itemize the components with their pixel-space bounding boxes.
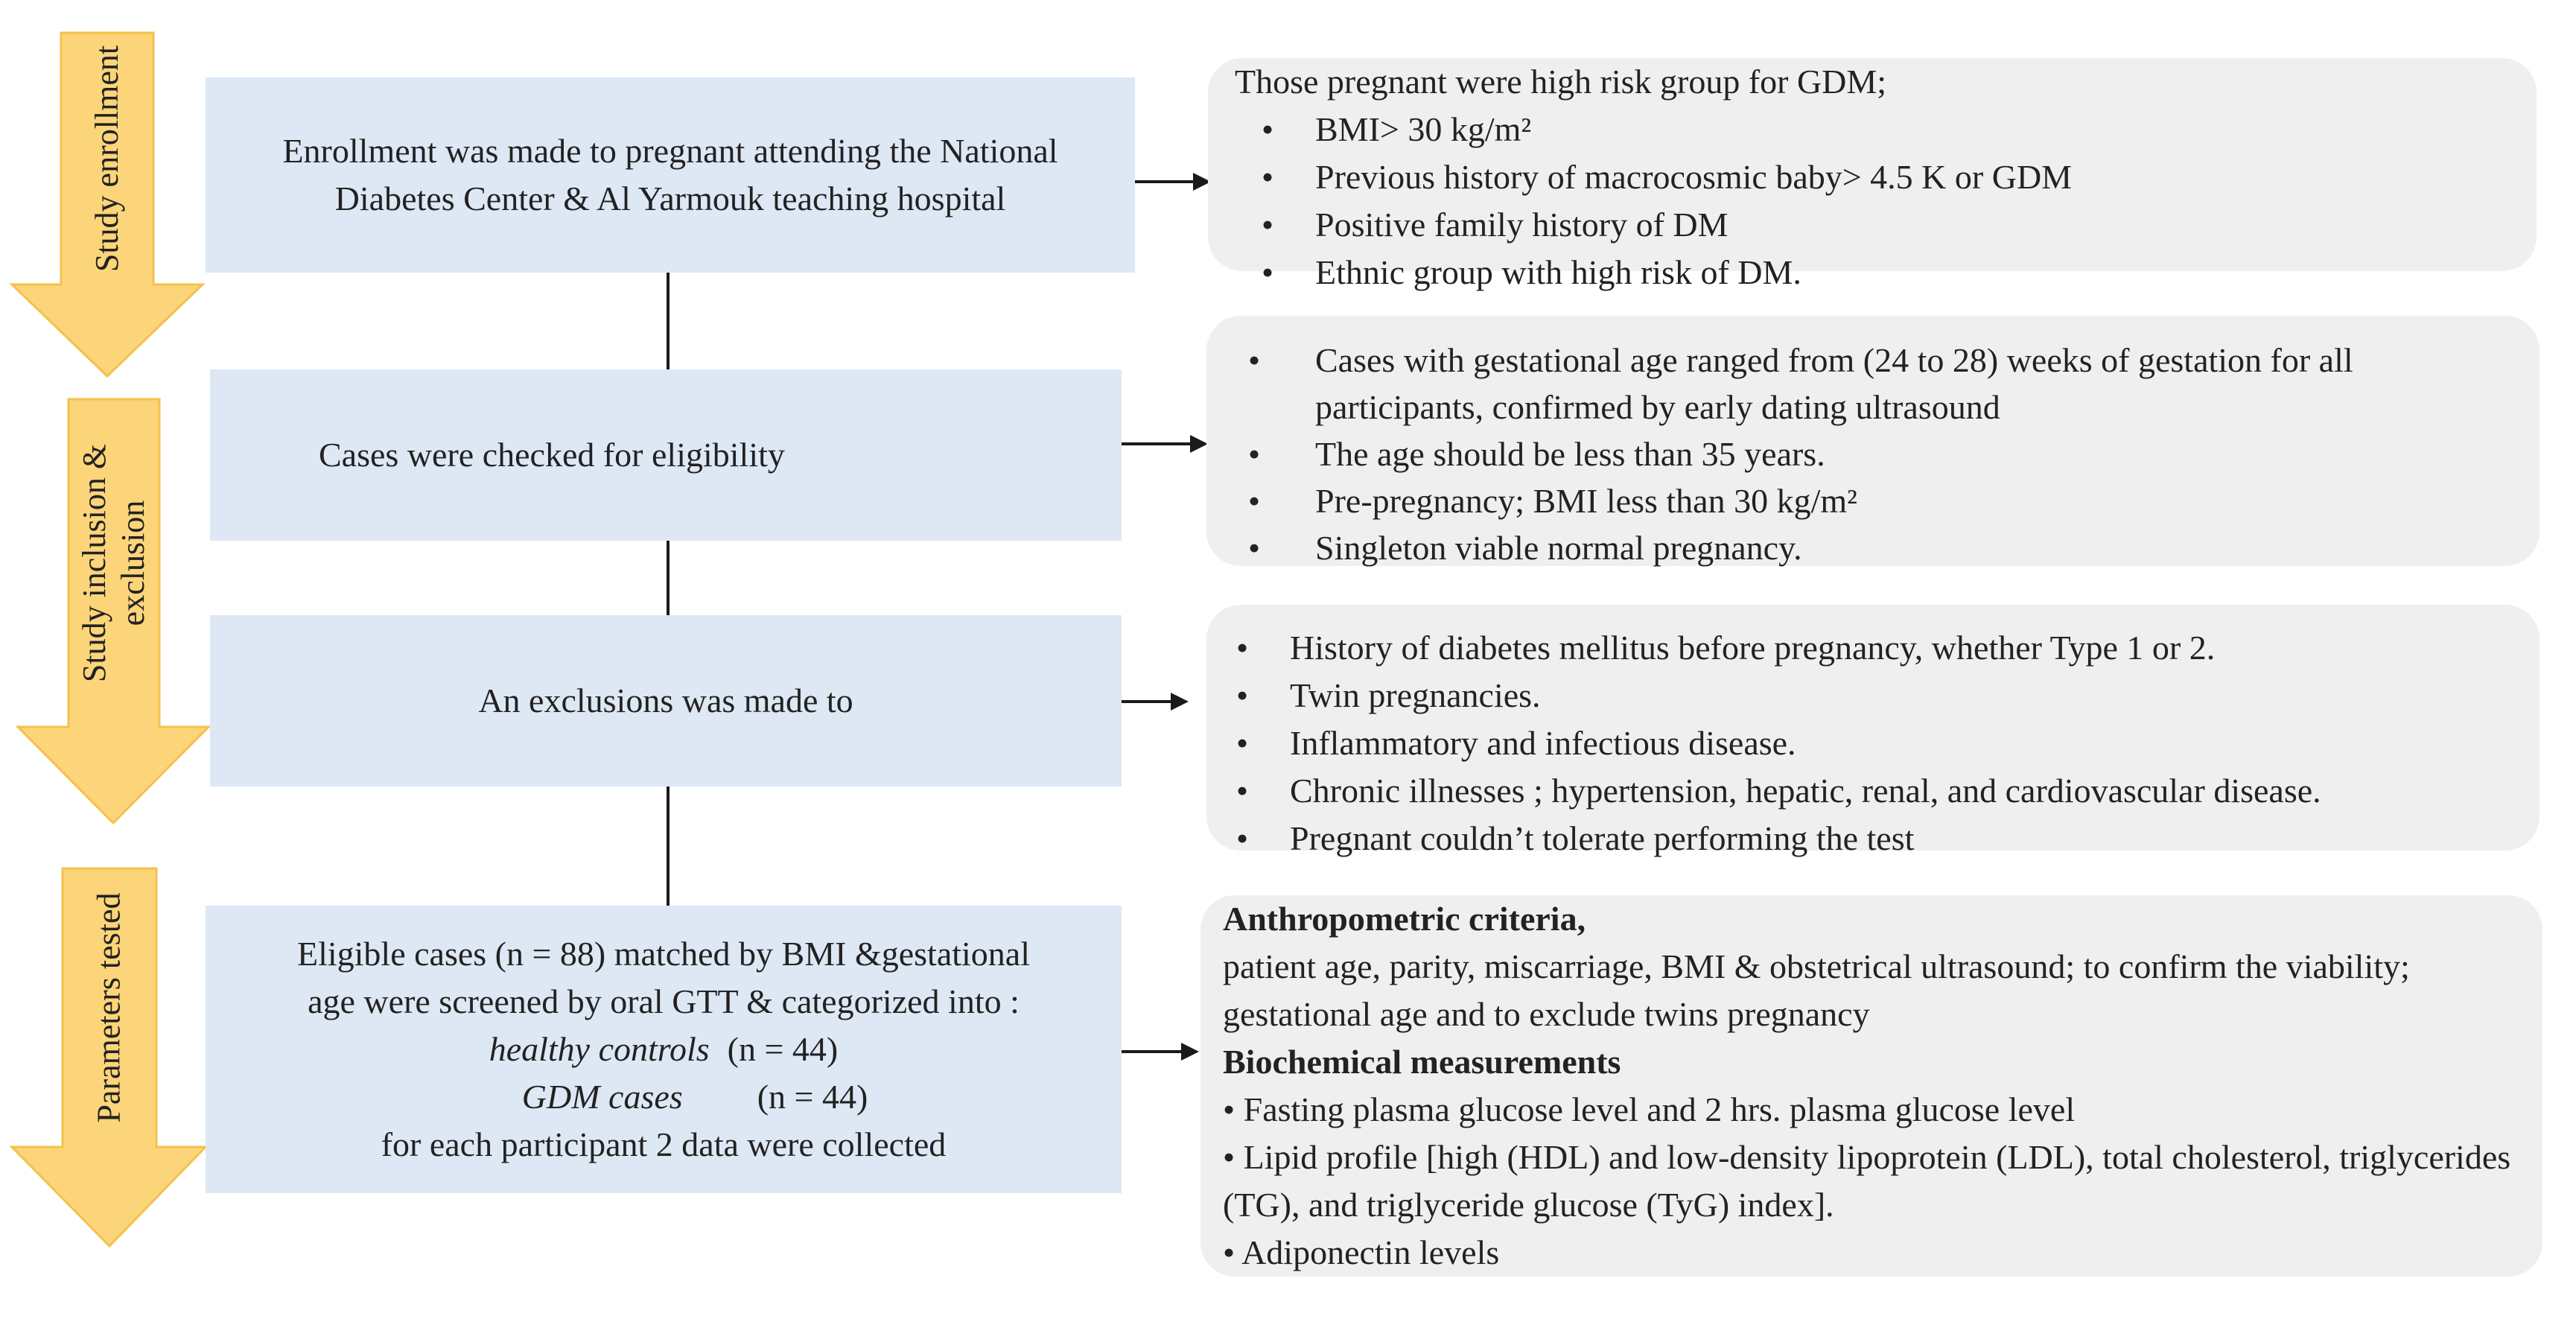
list-item: • Pregnant couldn’t tolerate performing the test: [1236, 819, 1915, 857]
list-item: • Chronic illnesses ; hypertension, hepatic, renal, and cardiovascular disease.: [1236, 772, 2321, 810]
list-item: • Pre-pregnancy; BMI less than 30 kg/m²: [1248, 482, 1857, 520]
list-item: • BMI> 30 kg/m²: [1262, 110, 1532, 148]
list-item: • Fasting plasma glucose level and 2 hrs. plasma glucose level: [1223, 1090, 2076, 1128]
gdm-cases-label: GDM cases: [521, 1078, 683, 1116]
list-item: • Twin pregnancies.: [1236, 676, 1541, 714]
healthy-controls-label: healthy controls: [489, 1030, 710, 1068]
list-item: • The age should be less than 35 years.: [1248, 435, 1825, 473]
list-item: • History of diabetes mellitus before pregnancy, whether Type 1 or 2.: [1236, 629, 2216, 667]
anthropometric-heading: Anthropometric criteria,: [1223, 900, 1586, 938]
arrow-to-inclusion-panel: [1122, 435, 1208, 453]
side-arrow-label-enrollment: Study enrollment: [89, 45, 125, 273]
step-box-exclusion: An exclusions was made to: [210, 615, 1122, 786]
list-item: • Lipid profile [high (HDL) and low-density lipoprotein (LDL), total cholesterol, triglycerides (TG), and triglyceride glucose (TyG) index].: [1223, 1138, 2511, 1224]
list-item: • Positive family history of DM: [1262, 206, 1729, 244]
side-arrow-label-inclusion: Study inclusion & exclusion: [76, 443, 151, 683]
arrow-to-exclusion-panel: [1122, 693, 1189, 711]
list-item: • Ethnic group with high risk of DM.: [1262, 253, 1801, 291]
panel-parameters-tested: [1200, 895, 2542, 1277]
step-box-parameters: Eligible cases (n = 88) matched by BMI &gestational age were screened by oral GTT & categorized into : healthy controls (n = 44) GDM cases (n = 44) for each participant 2 data were collected: [206, 906, 1122, 1193]
list-item: • Adiponectin levels: [1223, 1233, 1500, 1271]
panel-heading: Those pregnant were high risk group for GDM;: [1235, 63, 1887, 101]
side-arrow-label-parameters: Parameters tested: [91, 892, 128, 1123]
list-item: • Inflammatory and infectious disease.: [1236, 724, 1796, 762]
step-box-enrollment: Enrollment was made to pregnant attending the National Diabetes Center & Al Yarmouk teaching hospital: [206, 77, 1135, 273]
panel-exclusion-criteria: [1206, 605, 2540, 857]
biochemical-heading: Biochemical measurements: [1223, 1043, 1621, 1081]
step-box-eligibility: Cases were checked for eligibility: [210, 369, 1122, 541]
panel-inclusion-criteria: [1206, 316, 2540, 566]
arrow-to-enrollment-panel: [1135, 173, 1211, 191]
list-item: • Singleton viable normal pregnancy.: [1248, 529, 1802, 567]
anthropometric-text: patient age, parity, miscarriage, BMI & obstetrical ultrasound; to confirm the viability; gestational age and to exclude twins pregnancy: [1223, 947, 2410, 1033]
list-item: • Cases with gestational age ranged from (24 to 28) weeks of gestation for all participants, confirmed by early dating ultrasound: [1248, 341, 2353, 426]
panel-high-risk-criteria: [1208, 58, 2537, 291]
list-item: • Previous history of macrocosmic baby> 4.5 K or GDM: [1262, 158, 2073, 196]
arrow-to-parameters-panel: [1122, 1043, 1199, 1061]
